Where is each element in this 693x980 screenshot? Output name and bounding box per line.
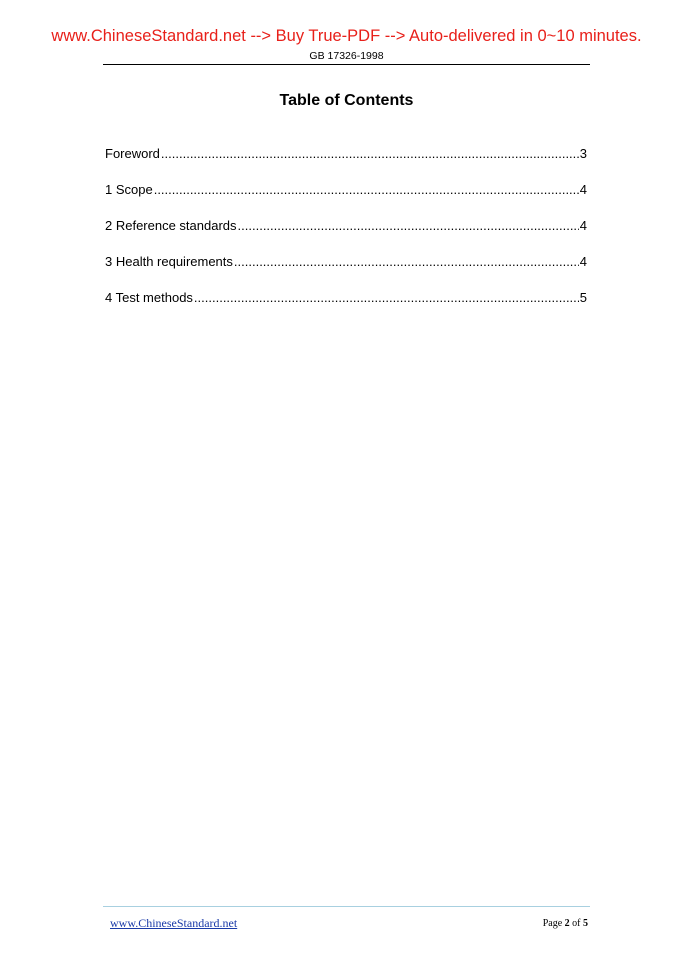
toc-entry-label: Foreword [105,146,160,161]
toc-entry-page: 4 [579,182,587,197]
footer-site-link[interactable]: www.ChineseStandard.net [110,916,238,930]
header-divider [103,64,590,65]
footer-divider [103,906,590,907]
toc-entry-foreword[interactable] [105,146,587,182]
document-code: GB 17326-1998 [309,50,384,62]
toc-dot-leader [194,290,579,305]
toc-entry-page: 4 [579,254,587,269]
toc-dot-leader [234,254,579,269]
toc-entry-health-requirements[interactable] [105,254,587,290]
toc-entry-scope[interactable] [105,182,587,218]
page-number [543,918,588,929]
toc-entry-test-methods[interactable] [105,290,587,326]
toc-entry-reference-standards[interactable] [105,218,587,254]
header-banner-link[interactable]: www.ChineseStandard.net --> Buy True-PDF --> Auto-delivered in 0~10 minutes. [51,27,642,45]
toc-dot-leader [161,146,579,161]
toc-dot-leader [154,182,579,197]
toc-entry-label: 4 Test methods [105,290,193,305]
toc-entry-page: 3 [579,146,587,161]
toc-entry-label: 2 Reference standards [105,218,237,233]
toc-title: Table of Contents [279,92,414,109]
toc-entry-page: 5 [579,290,587,305]
page-total: 5 [583,918,588,929]
toc-dot-leader [238,218,579,233]
toc-entry-label: 1 Scope [105,182,153,197]
page-current: 2 [564,918,570,929]
table-of-contents [105,146,587,326]
page-of-label: of [572,918,581,929]
page-label: Page [542,918,563,929]
toc-entry-label: 3 Health requirements [105,254,233,269]
toc-entry-page: 4 [579,218,587,233]
